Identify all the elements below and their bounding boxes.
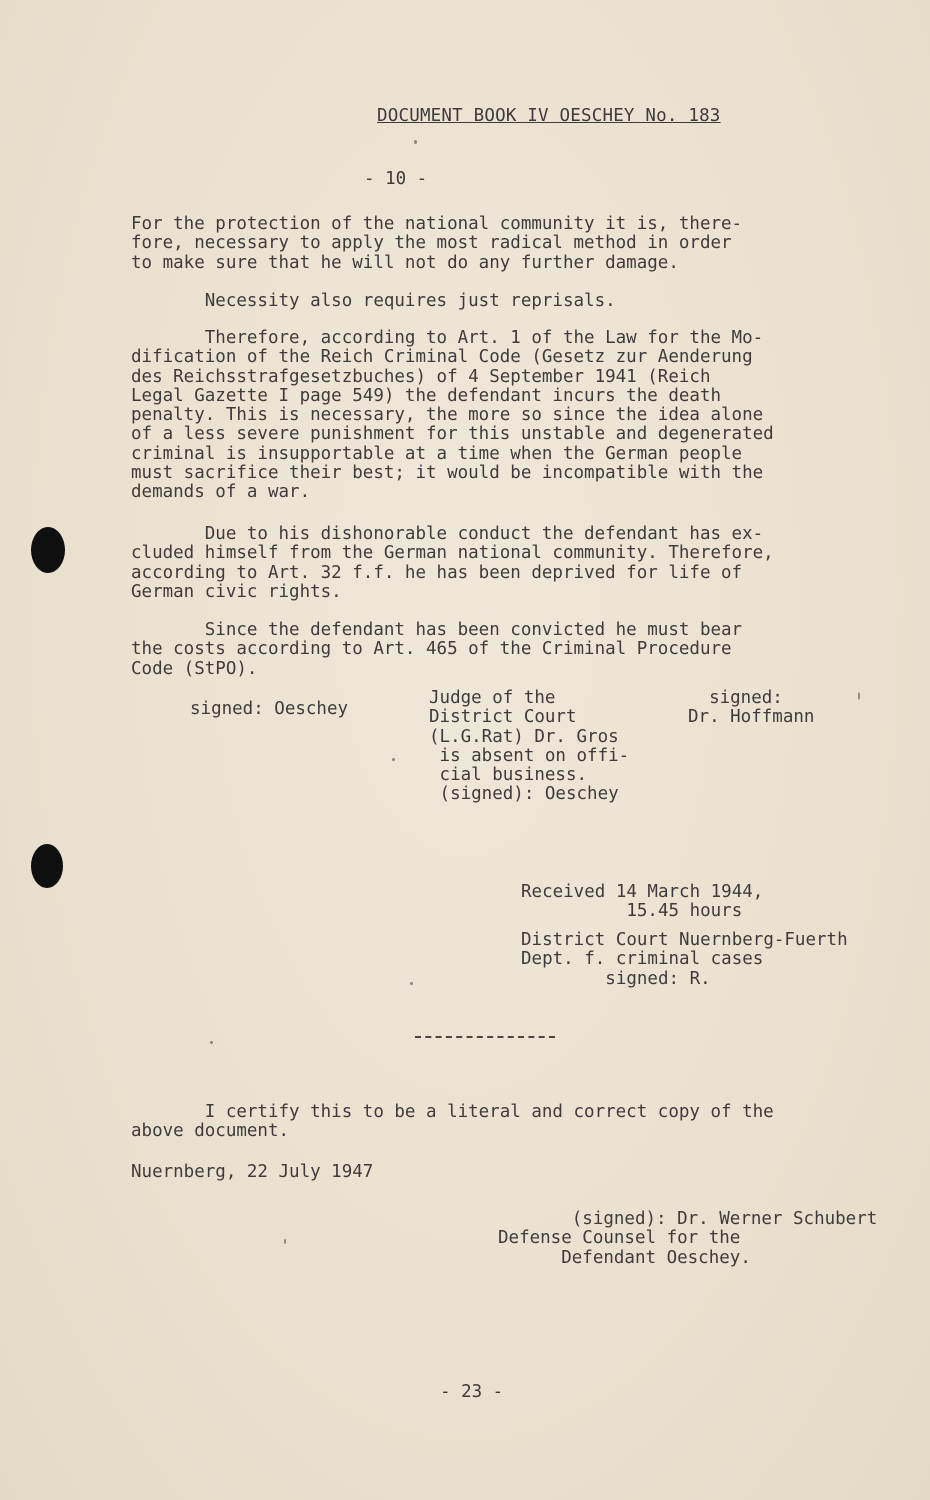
paragraph-protection: For the protection of the national community it is, there- fore, necessary to apply the most radical method in order to make sure that he will not do any further damage. — [131, 214, 743, 273]
signature-judge-gros: Judge of the District Court (L.G.Rat) Dr. Gros is absent on offi- cial business. (signed): Oeschey — [429, 688, 630, 805]
court-stamp: District Court Nuernberg-Fuerth Dept. f. criminal cases signed: R. — [521, 930, 848, 989]
paragraph-costs: Since the defendant has been convicted he must bear the costs according to Art. 465 of the Criminal Procedure Code (StPO). — [131, 620, 743, 679]
paper-speck — [414, 140, 417, 144]
section-divider — [415, 1036, 555, 1038]
signature-oeschey: signed: Oeschey — [190, 699, 349, 719]
punch-hole-top — [31, 527, 65, 573]
received-time: 15.45 hours — [521, 901, 743, 922]
certification-signer: (signed): Dr. Werner Schubert Defense Counsel for the Defendant Oeschey. — [498, 1209, 878, 1268]
paper-speck — [284, 1239, 286, 1244]
certification-place-date: Nuernberg, 22 July 1947 — [131, 1162, 374, 1182]
paper-speck — [392, 758, 395, 761]
received-date: Received 14 March 1944, — [521, 882, 764, 902]
paragraph-civic-rights: Due to his dishonorable conduct the defendant has ex- cluded himself from the German national community. Therefore, according to Art. 32 f.f. he has been deprived for life of German civic rights. — [131, 524, 774, 602]
page-number-top: - 10 - — [364, 169, 428, 189]
signature-hoffmann: signed: Dr. Hoffmann — [688, 688, 815, 728]
paper-speck — [858, 692, 860, 700]
received-stamp — [521, 883, 763, 922]
paragraph-necessity: Necessity also requires just reprisals. — [131, 291, 616, 311]
paper-speck — [410, 982, 413, 985]
paper-speck — [210, 1041, 213, 1044]
document-reference-header: DOCUMENT BOOK IV OESCHEY No. 183 — [377, 106, 721, 126]
certification-text: I certify this to be a literal and correct copy of the above document. — [131, 1102, 774, 1142]
page-number-bottom: - 23 - — [440, 1382, 504, 1402]
punch-hole-bottom — [31, 844, 63, 888]
paragraph-death-penalty: Therefore, according to Art. 1 of the Law for the Mo- dification of the Reich Criminal Code (Gesetz zur Aenderung des Reichsstrafgesetzbuches) of 4 September 1941 (Reich Legal Gazette I page 549) the defendant incurs the death penalty. This is necessary, the more so since the idea alone of a less severe punishment for this unstable and degenerated criminal is insupportable at a time when the German people must sacrifice their best; it would be incompatible with the demands of a war. — [131, 328, 774, 503]
